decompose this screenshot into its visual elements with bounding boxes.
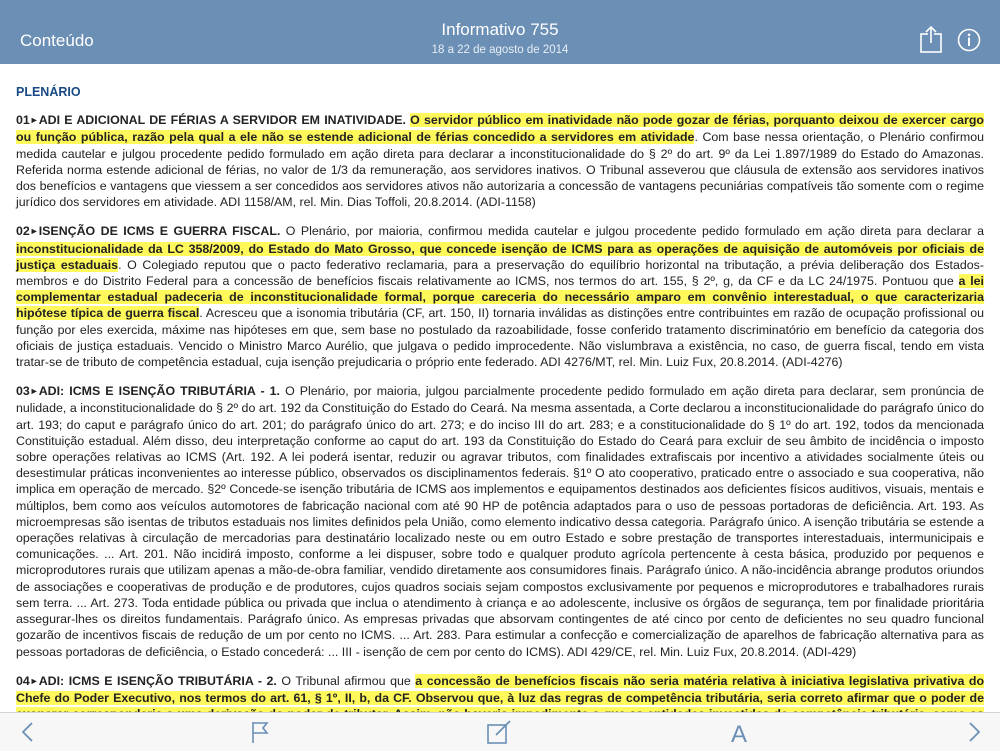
highlighted-text[interactable]: inconstitucionalidade da LC 358/2009, do Estado do Mato Grosso, que concede isenção de ICMS para as operações de aquisição de automóveis por oficiais de justiça estaduais: [16, 241, 984, 272]
item-heading: ADI E ADICIONAL DE FÉRIAS A SERVIDOR EM INATIVIDADE.: [38, 113, 406, 128]
arrow-icon: ►: [29, 386, 39, 397]
item-heading: ISENÇÃO DE ICMS E GUERRA FISCAL.: [38, 224, 281, 239]
back-button[interactable]: Conteúdo: [20, 31, 94, 50]
highlighted-text[interactable]: a concessão de benefícios fiscais não seria matéria relativa à iniciativa legislativa privativa do Chefe do Poder Executivo, nos termos do art. 61, § 1º, II, b, da CF. Observou que, à luz das regras de competência tributária, seria correto afirmar que o poder de: [16, 674, 984, 738]
article-item-03: [16, 383, 984, 659]
highlighted-text[interactable]: a lei complementar estadual padeceria de inconstitucionalidade formal, porque careceria do necessário amparo em convênio interestadual, o que caracterizaria hipótese típica de guerra fiscal: [16, 274, 984, 321]
chevron-right-icon[interactable]: [958, 717, 988, 747]
top-navigation-bar: [0, 0, 1000, 64]
section-title: PLENÁRIO: [16, 85, 81, 99]
item-text: . O Colegiado reputou que o pacto federativo reclamaria, para a preservação do equilíbrio horizontal na tributação, a prévia deliberação dos Estados-membros e do Distrito Federal para a concessão de benefícios fiscais relativamente ao ICMS, nos termos do art. 155, § 2º, g, da CF e da LC 24/1975. Pontuou que: [16, 257, 984, 289]
page-subtitle: 18 a 22 de agosto de 2014: [431, 44, 569, 56]
chevron-left-icon[interactable]: [14, 717, 44, 747]
bottom-toolbar: [0, 712, 1000, 751]
article-content: [16, 84, 984, 712]
arrow-icon: ►: [29, 675, 39, 686]
item-heading: ADI: ICMS E ISENÇÃO TRIBUTÁRIA - 2.: [38, 673, 277, 688]
arrow-icon: ►: [29, 226, 39, 237]
flag-icon[interactable]: [244, 717, 274, 747]
item-number: 01: [16, 113, 30, 128]
share-icon[interactable]: [918, 26, 946, 54]
item-number: 02: [16, 224, 30, 239]
item-text: . Acresceu que a isonomia tributária (CF, art. 150, II) tornaria inválidas as distinções entre contribuintes em razão de ocupação profissional ou função por eles exercida, máxime nas hipóteses em que, sem base no postulado da razoabilidade, fosse conferido tratamento discriminatório em benefício da categoria dos oficiais de justiça estaduais. Vencido o Ministro Marco Aurélio, que julgava o pedido improcedente. Não vislumbrava a existência, no caso, de guerra fiscal, tendo em vista tratar-se de tributo de competência estadual, cuja isenção prejudicaria o próprio ente federado. ADI 4276/MT, rel. Min. Luiz Fux, 20.8.2014. (ADI-4276): [16, 306, 984, 370]
page-title: Informativo 755: [441, 20, 559, 39]
item-number: 03: [16, 384, 30, 399]
item-text: O Plenário, por maioria, confirmou medida cautelar e julgou procedente pedido formulado em ação direta para declarar a: [280, 224, 984, 239]
font-size-icon[interactable]: [724, 717, 754, 747]
item-heading: ADI: ICMS E ISENÇÃO TRIBUTÁRIA - 1.: [38, 384, 280, 399]
compose-icon[interactable]: [484, 717, 514, 747]
item-text: . Com base nessa orientação, o Plenário confirmou medida cautelar e julgou procedente pedido formulado em ação direta para declarar a inconstitucionalidade do § 2º do art. 9º da Lei 1.897/1989 do Estado do Amazonas. Referida norma estende adicional de férias, no valor de 1/3 da remuneração, aos servidores inativos. O Tribunal asseverou que cláusula de extensão aos servidores inativos dos benefícios e vantagens que viessem a ser concedidos aos servidores ativos não autorizaria a concessão de vantagens pecuniárias compatíveis tão somente com o regime jurídico dos servidores em atividade. ADI 1158/AM, rel. Min. Dias Toffoli, 20.8.2014. (ADI-1158): [16, 130, 984, 210]
svg-text:A: A: [730, 721, 748, 748]
arrow-icon: ►: [29, 115, 39, 126]
article-item-01: [16, 112, 984, 210]
item-text: O Plenário, por maioria, julgou parcialmente procedente pedido formulado em ação direta para declarar, sem pronúncia de nulidade, a inconstitucionalidade do § 2º do art. 192 da Constituição do Estado do Ceará. Na mesma assentada, a Corte declarou a inconstitucionalidade do parágrafo único do art. 193; do caput e parágrafo único do art. 201; do parágrafo único do art. 273; e do inciso III do art. 283; e a constitucionalidade do § 1º do art. 192, todos da mencionada Constituição estadual. Além disso, deu interpretação conforme ao caput do art. 193 da Constituição do Estado do Ceará para excluir de seu âmbito de incidência o imposto sobre operações relativas ao ICMS (Art. 192. A lei poderá isentar, reduzir ou agravar tributos, com finalidades extrafiscais por incentivo a atividades socialmente úteis ou desestimular práticas inconvenientes ao interesse público, observados os disciplinamentos federais. §1º O ato cooperativo, praticado entre o associado e sua cooperativa, não implica em operação de mercado. §2º Concede-se isenção tributária de ICMS aos implementos e equipamentos destinados aos deficientes físicos auditivos, visuais, mentais e múltiplos, bem como aos veículos automotores de fabricação nacional com até 90 HP de potência adaptados para o uso de pessoas portadoras de deficiência. Art. 193. As microempresas são isentas de tributos estaduais nos limites definidos pela União, como elemento indicativo dessa categoria. Parágrafo único. A isenção tributária se estende a operações relativas à circulação de mercadorias para destinatário localizado neste ou em outro Estado e sobre prestação de transportes interestaduais, intermunicipais e comunicações. ... Art. 201. Não incidirá imposto, conforme a lei dispuser, sobre todo e qualquer produto agrícola pertencente à cesta básica, produzido por pequenos e microprodutores rurais que utilizam apenas a mão-de-obra familiar, vendido diretamente aos consumidores finais. Parágrafo único. A não-incidência abrange produtos oriundos de associações e cooperativas de produção e de produtores, cujos quadros sociais sejam compostos exclusivamente por pequenos e microprodutores e trabalhadores rurais sem terra. ... Art. 273. Toda entidade pública ou privada que inclua o atendimento à criança e ao adolescente, inclusive os órgãos de segurança, tem por finalidade prioritária assegurar-lhes os direitos fundamentais. Parágrafo único. As empresas privadas que absorvam contingentes de até cinco por cento de deficientes no seu quadro funcional gozarão de incentivos fiscais de redução de um por cento no ICMS. ... Art. 283. Para estimular a confecção e comercialização de aparelhos de fabricação alternativa para as pessoas portadoras de deficiência, o Estado concederá: ... III - isenção de cem por cento do ICMS). ADI 429/CE, rel. Min. Luiz Fux, 20.8.2014. (ADI-429): [16, 384, 984, 659]
article-item-02: [16, 223, 984, 370]
item-number: 04: [16, 673, 30, 688]
highlighted-text[interactable]: O servidor público em inatividade não pode gozar de férias, porquanto deixou de exercer cargo ou função pública, razão pela qual a ele não se estende adicional de férias concedido a servidores em atividade: [16, 113, 984, 145]
info-icon[interactable]: [957, 28, 985, 56]
item-text: O Tribunal afirmou que: [276, 673, 416, 688]
